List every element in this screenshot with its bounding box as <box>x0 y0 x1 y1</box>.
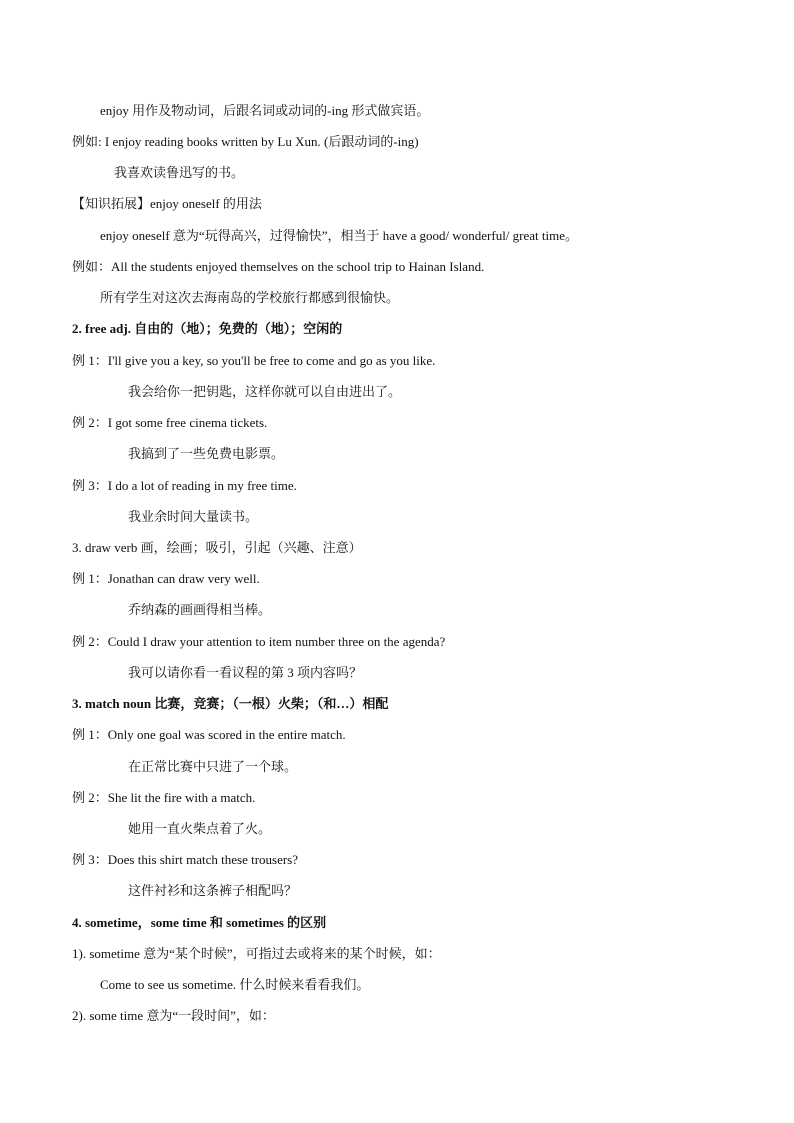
text-line: 我会给你一把钥匙，这样你就可以自由进出了。 <box>128 384 402 399</box>
text-line: enjoy oneself 意为“玩得高兴，过得愉快”，相当于 have a good/ wonderful/ great time。 <box>100 228 579 243</box>
text-line: 例 2：I got some free cinema tickets. <box>72 415 268 430</box>
text-line: enjoy 用作及物动词，后跟名词或动词的-ing 形式做宾语。 <box>100 103 430 118</box>
text-line: 例如：All the students enjoyed themselves on the school trip to Hainan Island. <box>72 259 485 274</box>
text-line: 例 3：Does this shirt match these trousers? <box>72 852 299 867</box>
text-line: 例 1：Only one goal was scored in the entire match. <box>72 727 346 742</box>
text-line: 我搞到了一些免费电影票。 <box>128 446 285 461</box>
text-line: 2). some time 意为“一段时间”，如： <box>72 1008 275 1023</box>
text-line: 例 1：I'll give you a key, so you'll be free to come and go as you like. <box>72 353 436 368</box>
text-line: 在正常比赛中只进了一个球。 <box>128 759 298 774</box>
text-line: 例 2：Could I draw your attention to item number three on the agenda? <box>72 634 446 649</box>
text-line: 我可以请你看一看议程的第 3 项内容吗？ <box>128 665 363 680</box>
text-line: 乔纳森的画画得相当棒。 <box>128 602 272 617</box>
text-line: 所有学生对这次去海南岛的学校旅行都感到很愉快。 <box>100 290 400 305</box>
text-line: 例如: I enjoy reading books written by Lu Xun. (后跟动词的-ing) <box>72 134 419 149</box>
text-line: 1). sometime 意为“某个时候”，可指过去或将来的某个时候，如： <box>72 946 441 961</box>
section-heading: 3. draw verb 画，绘画；吸引，引起（兴趣、注意） <box>72 540 362 555</box>
text-line: 我业余时间大量读书。 <box>128 509 259 524</box>
text-line: 我喜欢读鲁迅写的书。 <box>114 165 245 180</box>
section-heading: 2. free adj. 自由的（地）；免费的（地）；空闲的 <box>72 321 343 336</box>
text-line: 这件衬衫和这条裤子相配吗？ <box>128 883 298 898</box>
text-line: 例 2：She lit the fire with a match. <box>72 790 256 805</box>
text-line: 例 1：Jonathan can draw very well. <box>72 571 260 586</box>
section-heading: 3. match noun 比赛，竞赛；（一根）火柴；（和…）相配 <box>72 696 389 711</box>
text-line: Come to see us sometime. 什么时候来看看我们。 <box>100 977 370 992</box>
text-line: 她用一直火柴点着了火。 <box>128 821 272 836</box>
text-line: 例 3：I do a lot of reading in my free time. <box>72 478 297 493</box>
section-heading: 4. sometime，some time 和 sometimes 的区别 <box>72 915 327 930</box>
text-line: 【知识拓展】enjoy oneself 的用法 <box>72 196 262 211</box>
